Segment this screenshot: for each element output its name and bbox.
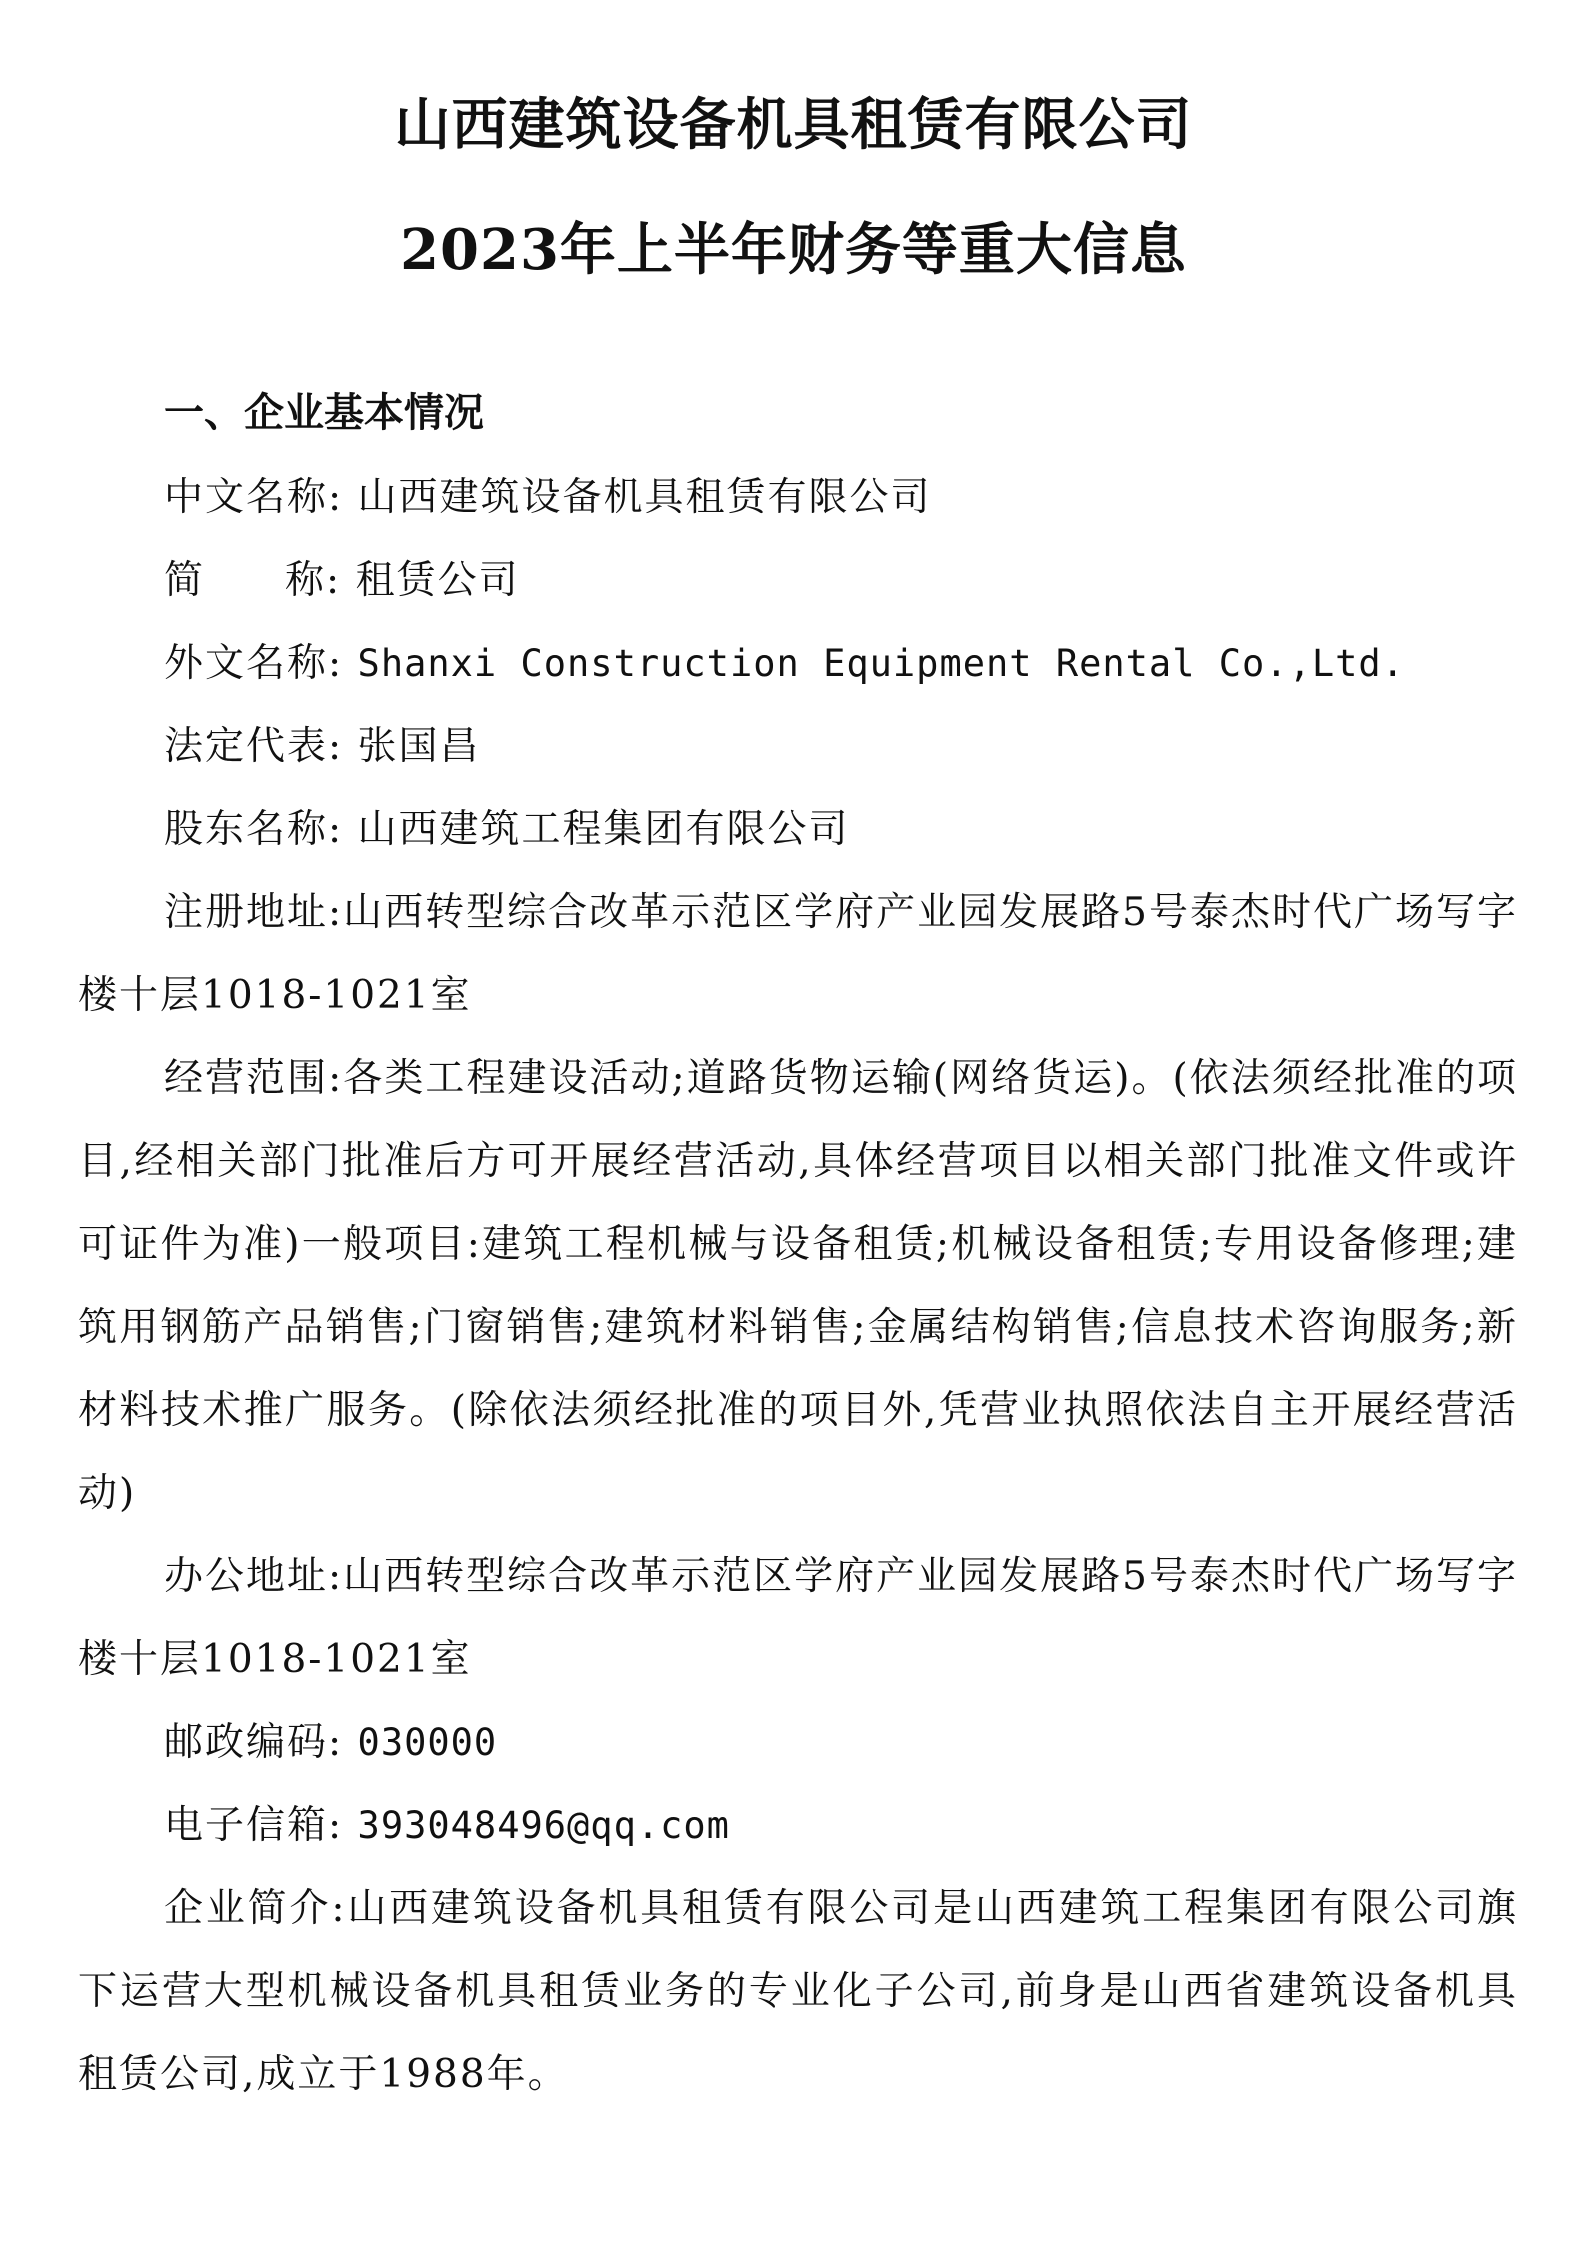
registered-address-label: 注册地址: — [164, 890, 344, 935]
field-email — [78, 1784, 1518, 1867]
field-legal-representative — [78, 705, 1518, 788]
section-heading-basic-info: 一、企业基本情况 — [164, 389, 484, 436]
field-office-address — [78, 1535, 1518, 1701]
chinese-name-value: 山西建筑设备机具租赁有限公司 — [357, 475, 932, 520]
intro-value: 山西建筑设备机具租赁有限公司是山西建筑工程集团有限公司旗下运营大型机械设备机具租赁业务的专业化子公司,前身是山西省建筑设备机具租赁公司,成立于1988年。 — [78, 1886, 1518, 2097]
email-value: 393048496@qq.com — [357, 1804, 730, 1847]
registered-address-value: 山西转型综合改革示范区学府产业园发展路5号泰杰时代广场写字楼十层1018-1021室 — [78, 890, 1518, 1018]
legal-rep-label: 法定代表: — [164, 724, 344, 769]
email-label: 电子信箱: — [164, 1803, 344, 1848]
shareholder-value: 山西建筑工程集团有限公司 — [357, 807, 850, 852]
field-company-intro — [78, 1867, 1518, 2116]
document-title: 山西建筑设备机具租赁有限公司 — [394, 92, 1193, 158]
office-address-label: 办公地址: — [164, 1554, 344, 1599]
postcode-value: 030000 — [357, 1721, 498, 1764]
business-scope-value: 各类工程建设活动;道路货物运输(网络货运)。(依法须经批准的项目,经相关部门批准后方可开展经营活动,具体经营项目以相关部门批准文件或许可证件为准)一般项目:建筑工程机械与设备租赁;机械设备租赁;专用设备修理;建筑用钢筋产品销售;门窗销售;建筑材料销售;金属结构销售;信息技术咨询服务;新材料技术推广服务。(除依法须经批准的项目外,凭营业执照依法自主开展经营活动) — [78, 1056, 1518, 1516]
field-registered-address — [78, 871, 1518, 1037]
field-shareholder — [78, 788, 1518, 871]
field-short-name — [78, 539, 1518, 622]
intro-label: 企业简介: — [164, 1886, 347, 1931]
english-name-value: Shanxi Construction Equipment Rental Co.,Ltd. — [357, 642, 1405, 685]
short-name-label-b: 称: — [285, 558, 342, 603]
chinese-name-label: 中文名称: — [164, 475, 344, 520]
field-postcode — [78, 1701, 1518, 1784]
postcode-label: 邮政编码: — [164, 1720, 344, 1765]
english-name-label: 外文名称: — [164, 641, 344, 686]
short-name-value: 租赁公司 — [355, 558, 520, 603]
office-address-value: 山西转型综合改革示范区学府产业园发展路5号泰杰时代广场写字楼十层1018-1021室 — [78, 1554, 1518, 1682]
field-chinese-name — [78, 456, 1518, 539]
short-name-label-a: 简 — [164, 558, 206, 603]
business-scope-label: 经营范围: — [164, 1056, 344, 1101]
shareholder-label: 股东名称: — [164, 807, 344, 852]
field-business-scope — [78, 1037, 1518, 1535]
legal-rep-value: 张国昌 — [357, 724, 481, 769]
document-subtitle: 2023年上半年财务等重大信息 — [400, 217, 1187, 283]
field-english-name — [78, 622, 1518, 705]
